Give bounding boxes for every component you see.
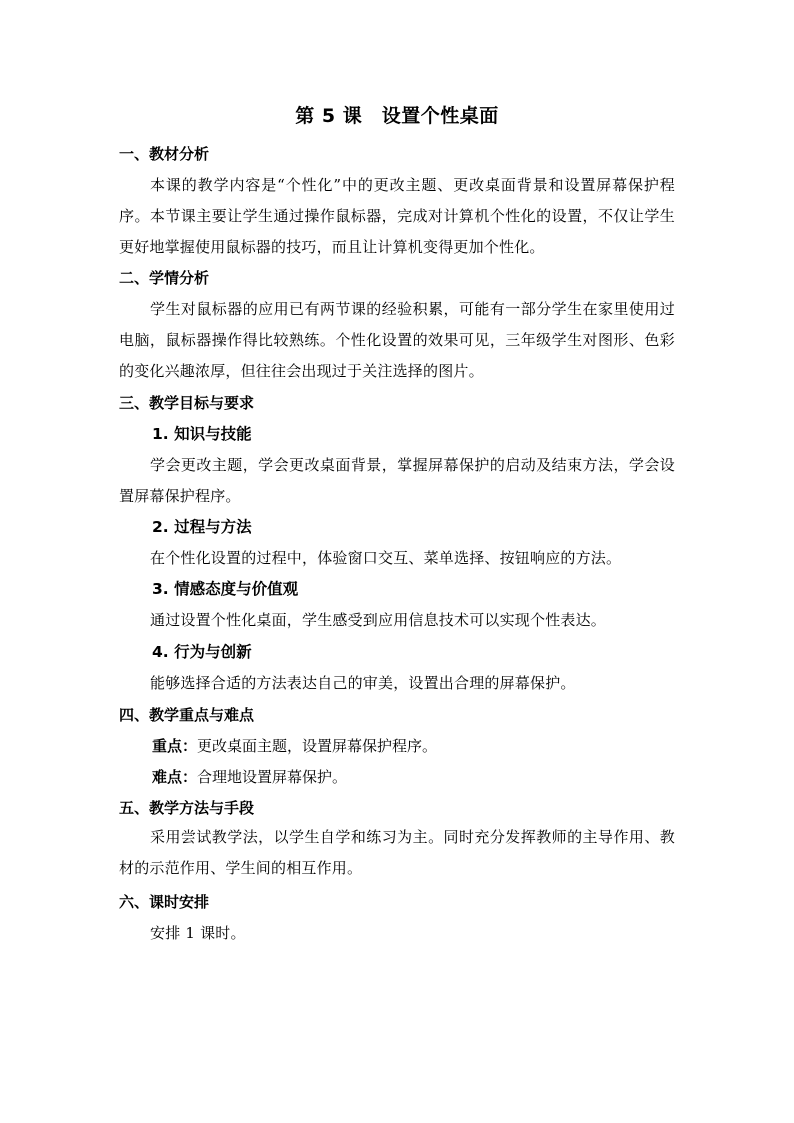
key-point: [152, 735, 437, 757]
key-point-label: 重点：: [152, 737, 198, 755]
page-title: 第 5 课 设置个性桌面: [295, 105, 499, 127]
section-heading-6: 六、课时安排: [119, 893, 210, 911]
subheading-process-method: 2. 过程与方法: [152, 518, 252, 536]
section-heading-2: 二、学情分析: [119, 269, 210, 287]
paragraph-knowledge-skills: 学会更改主题，学会更改桌面背景，掌握屏幕保护的启动及结束方法，学会设置屏幕保护程序。: [119, 456, 675, 505]
section-paragraph-6: 安排 1 课时。: [150, 924, 246, 942]
section-heading-3: 三、教学目标与要求: [119, 394, 255, 412]
paragraph-process-method: 在个性化设置的过程中，体验窗口交互、菜单选择、按钮响应的方法。: [150, 549, 622, 567]
paragraph-behavior-innovation: 能够选择合适的方法表达自己的审美，设置出合理的屏幕保护。: [150, 674, 576, 692]
section-heading-5: 五、教学方法与手段: [119, 799, 255, 817]
section-paragraph-2: 学生对鼠标器的应用已有两节课的经验积累，可能有一部分学生在家里使用过电脑，鼠标器操作得比较熟练。个性化设置的效果可见，三年级学生对图形、色彩的变化兴趣浓厚，但往往会出现过于关注选择的图片。: [119, 300, 675, 380]
subheading-emotion-values: 3. 情感态度与价值观: [152, 580, 299, 598]
subheading-behavior-innovation: 4. 行为与创新: [152, 643, 252, 661]
section-heading-4: 四、教学重点与难点: [119, 706, 255, 724]
subheading-knowledge-skills: 1. 知识与技能: [152, 425, 252, 443]
section-paragraph-5: 采用尝试教学法，以学生自学和练习为主。同时充分发挥教师的主导作用、教材的示范作用、学生间的相互作用。: [119, 828, 675, 877]
difficult-point-text: 合理地设置屏幕保护。: [197, 768, 348, 786]
section-paragraph-1: 本课的教学内容是“个性化”中的更改主题、更改桌面背景和设置屏幕保护程序。本节课主要让学生通过操作鼠标器，完成对计算机个性化的设置，不仅让学生更好地掌握使用鼠标器的技巧，而且让计算机变得更加个性化。: [119, 176, 675, 256]
difficult-point-label: 难点：: [152, 768, 198, 786]
paragraph-emotion-values: 通过设置个性化桌面，学生感受到应用信息技术可以实现个性表达。: [150, 611, 607, 629]
difficult-point: [152, 766, 347, 788]
section-heading-1: 一、教材分析: [119, 145, 210, 163]
key-point-text: 更改桌面主题，设置屏幕保护程序。: [197, 737, 438, 755]
